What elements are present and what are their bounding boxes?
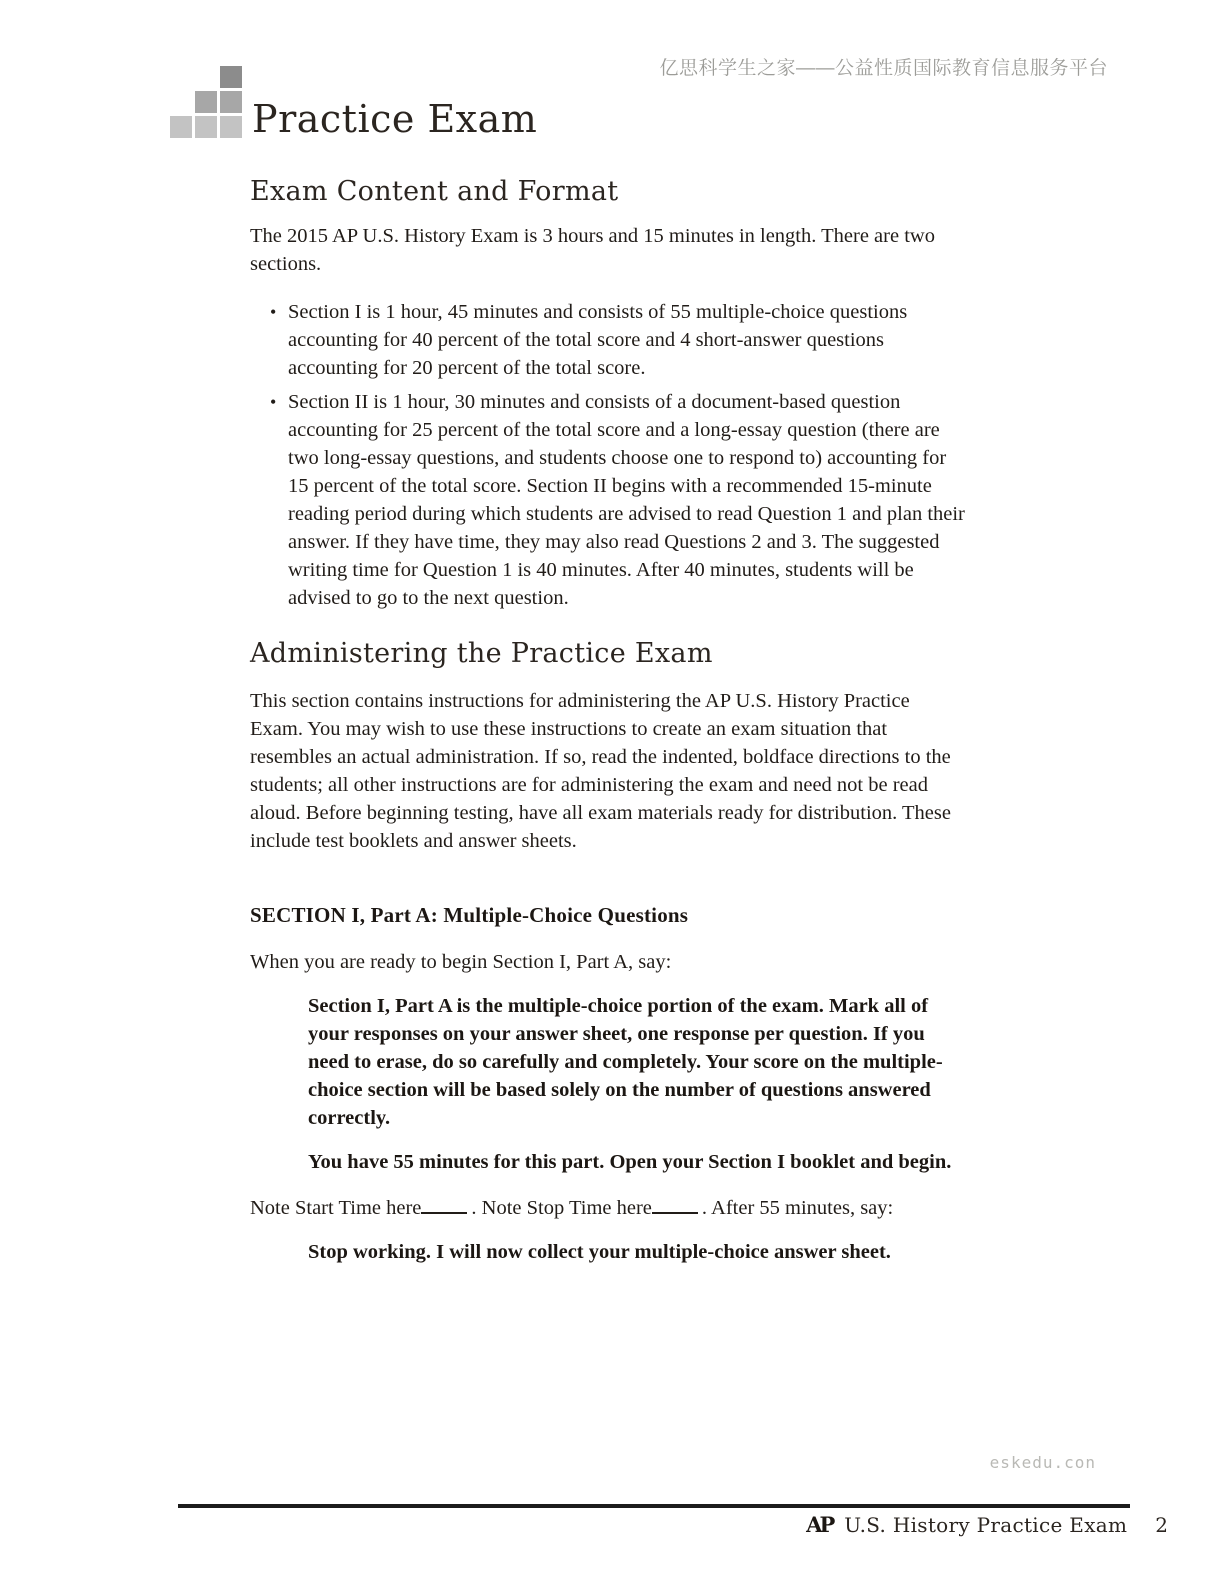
page-number: 2 [1155,1513,1168,1537]
footer-label: U.S. History Practice Exam [844,1513,1128,1537]
header-watermark: 亿思科学生之家——公益性质国际教育信息服务平台 [659,58,1108,79]
bold-directions-2: You have 55 minutes for this part. Open your Section I booklet and begin. [308,1150,952,1173]
lead-line: When you are ready to begin Section I, Part A, say: [250,950,672,973]
note-stop-label: . Note Stop Time here [471,1196,652,1219]
logo-cell-light [220,116,242,138]
title-row [170,66,537,140]
bullet-section-2: Section II is 1 hour, 30 minutes and consists of a document-based question accounting for 25 percent of the total score and a long-essay question (there are two long-essay questions, and students choose one to respond to) accounting for 15 percent of the total score. Section II begins with a recommended 15-minute reading period during which students are advised to read Question 1 and plan their answer. If they have time, they may also read Questions 2 and 3. The suggested writing time for Question 1 is 40 minutes. After 40 minutes, students will be advised to go to the next question. [288,391,965,610]
footer-line [806,1512,1168,1537]
logo-cell-dark [220,66,242,88]
logo-cell-light [170,116,192,138]
administering-paragraph: This section contains instructions for administering the AP U.S. History Practice Exam. You may wish to use these instructions to create an exam situation that resembles an actual administration. If so, read the indented, boldface directions to the students; all other instructions are for administering the exam and need not be read aloud. Before beginning testing, have all exam materials ready for distribution. These include test booklets and answer sheets. [250,689,951,852]
footer-rule [178,1504,1130,1508]
bullet-icon: • [270,302,277,323]
list-item [250,388,966,612]
bullet-section-1: Section I is 1 hour, 45 minutes and consists of 55 multiple-choice questions accounting for 40 percent of the total score and 4 short-answer questions accounting for 20 percent of the total score. [288,301,908,380]
logo-cell-light [195,116,217,138]
bullet-list [250,298,966,612]
content-column [250,176,966,1266]
bold-directions-3: Stop working. I will now collect your multiple-choice answer sheet. [308,1240,891,1263]
note-start-label: Note Start Time here [250,1196,422,1219]
heading-section-1-part-a: SECTION I, Part A: Multiple-Choice Questions [250,902,689,927]
logo-cell-empty [195,66,217,88]
page-title: Practice Exam [252,97,538,142]
logo-cell-mid [195,91,217,113]
heading-exam-content-and-format: Exam Content and Format [250,176,619,207]
bold-directions-1: Section I, Part A is the multiple-choice portion of the exam. Mark all of your responses on your answer sheet, one response per question. If you need to erase, do so carefully and completely. Your score on the multiple-choice section will be based solely on the number of questions answered correctly. [308,994,943,1129]
logo-cell-empty [170,91,192,113]
note-after-label: . After 55 minutes, say: [701,1196,894,1219]
intro-paragraph: The 2015 AP U.S. History Exam is 3 hours and 15 minutes in length. There are two sections. [250,225,935,276]
note-time-line [250,1194,966,1222]
footer-watermark: eskedu.con [989,1453,1096,1472]
list-item [250,298,966,382]
heading-administering-practice-exam: Administering the Practice Exam [250,638,713,670]
stacked-squares-logo-icon [170,66,242,138]
ap-logo: AP [806,1512,833,1537]
bullet-icon: • [270,392,277,413]
start-time-blank [421,1200,467,1214]
stop-time-blank [652,1200,698,1214]
logo-cell-empty [170,66,192,88]
logo-cell-mid [220,91,242,113]
